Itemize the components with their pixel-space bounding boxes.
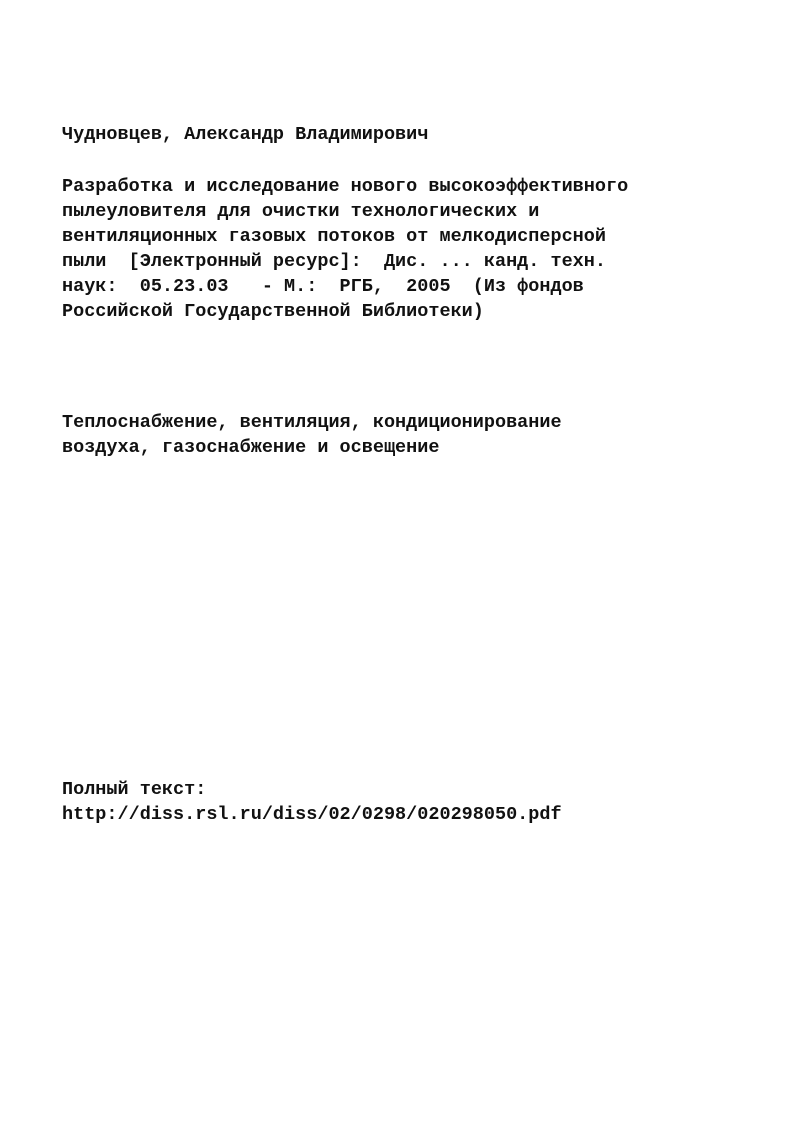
title-line: вентиляционных газовых потоков от мелкодисперсной — [62, 226, 606, 247]
title-line: пылеуловителя для очистки технологических и — [62, 201, 540, 222]
subject-line: Теплоснабжение, вентиляция, кондиционирование — [62, 412, 562, 433]
fulltext-label: Полный текст: — [62, 779, 207, 800]
title-line: Разработка и исследование нового высокоэффективного — [62, 176, 629, 197]
fulltext-link[interactable]: http://diss.rsl.ru/diss/02/0298/020298050.pdf — [62, 804, 562, 825]
title-line: наук: 05.23.03 - М.: РГБ, 2005 (Из фондов — [62, 276, 584, 297]
title-line: Российской Государственной Библиотеки) — [62, 301, 484, 322]
subject-line: воздуха, газоснабжение и освещение — [62, 437, 440, 458]
title-line: пыли [Электронный ресурс]: Дис. ... канд. техн. — [62, 251, 606, 272]
author-name: Чудновцев, Александр Владимирович — [62, 124, 429, 145]
